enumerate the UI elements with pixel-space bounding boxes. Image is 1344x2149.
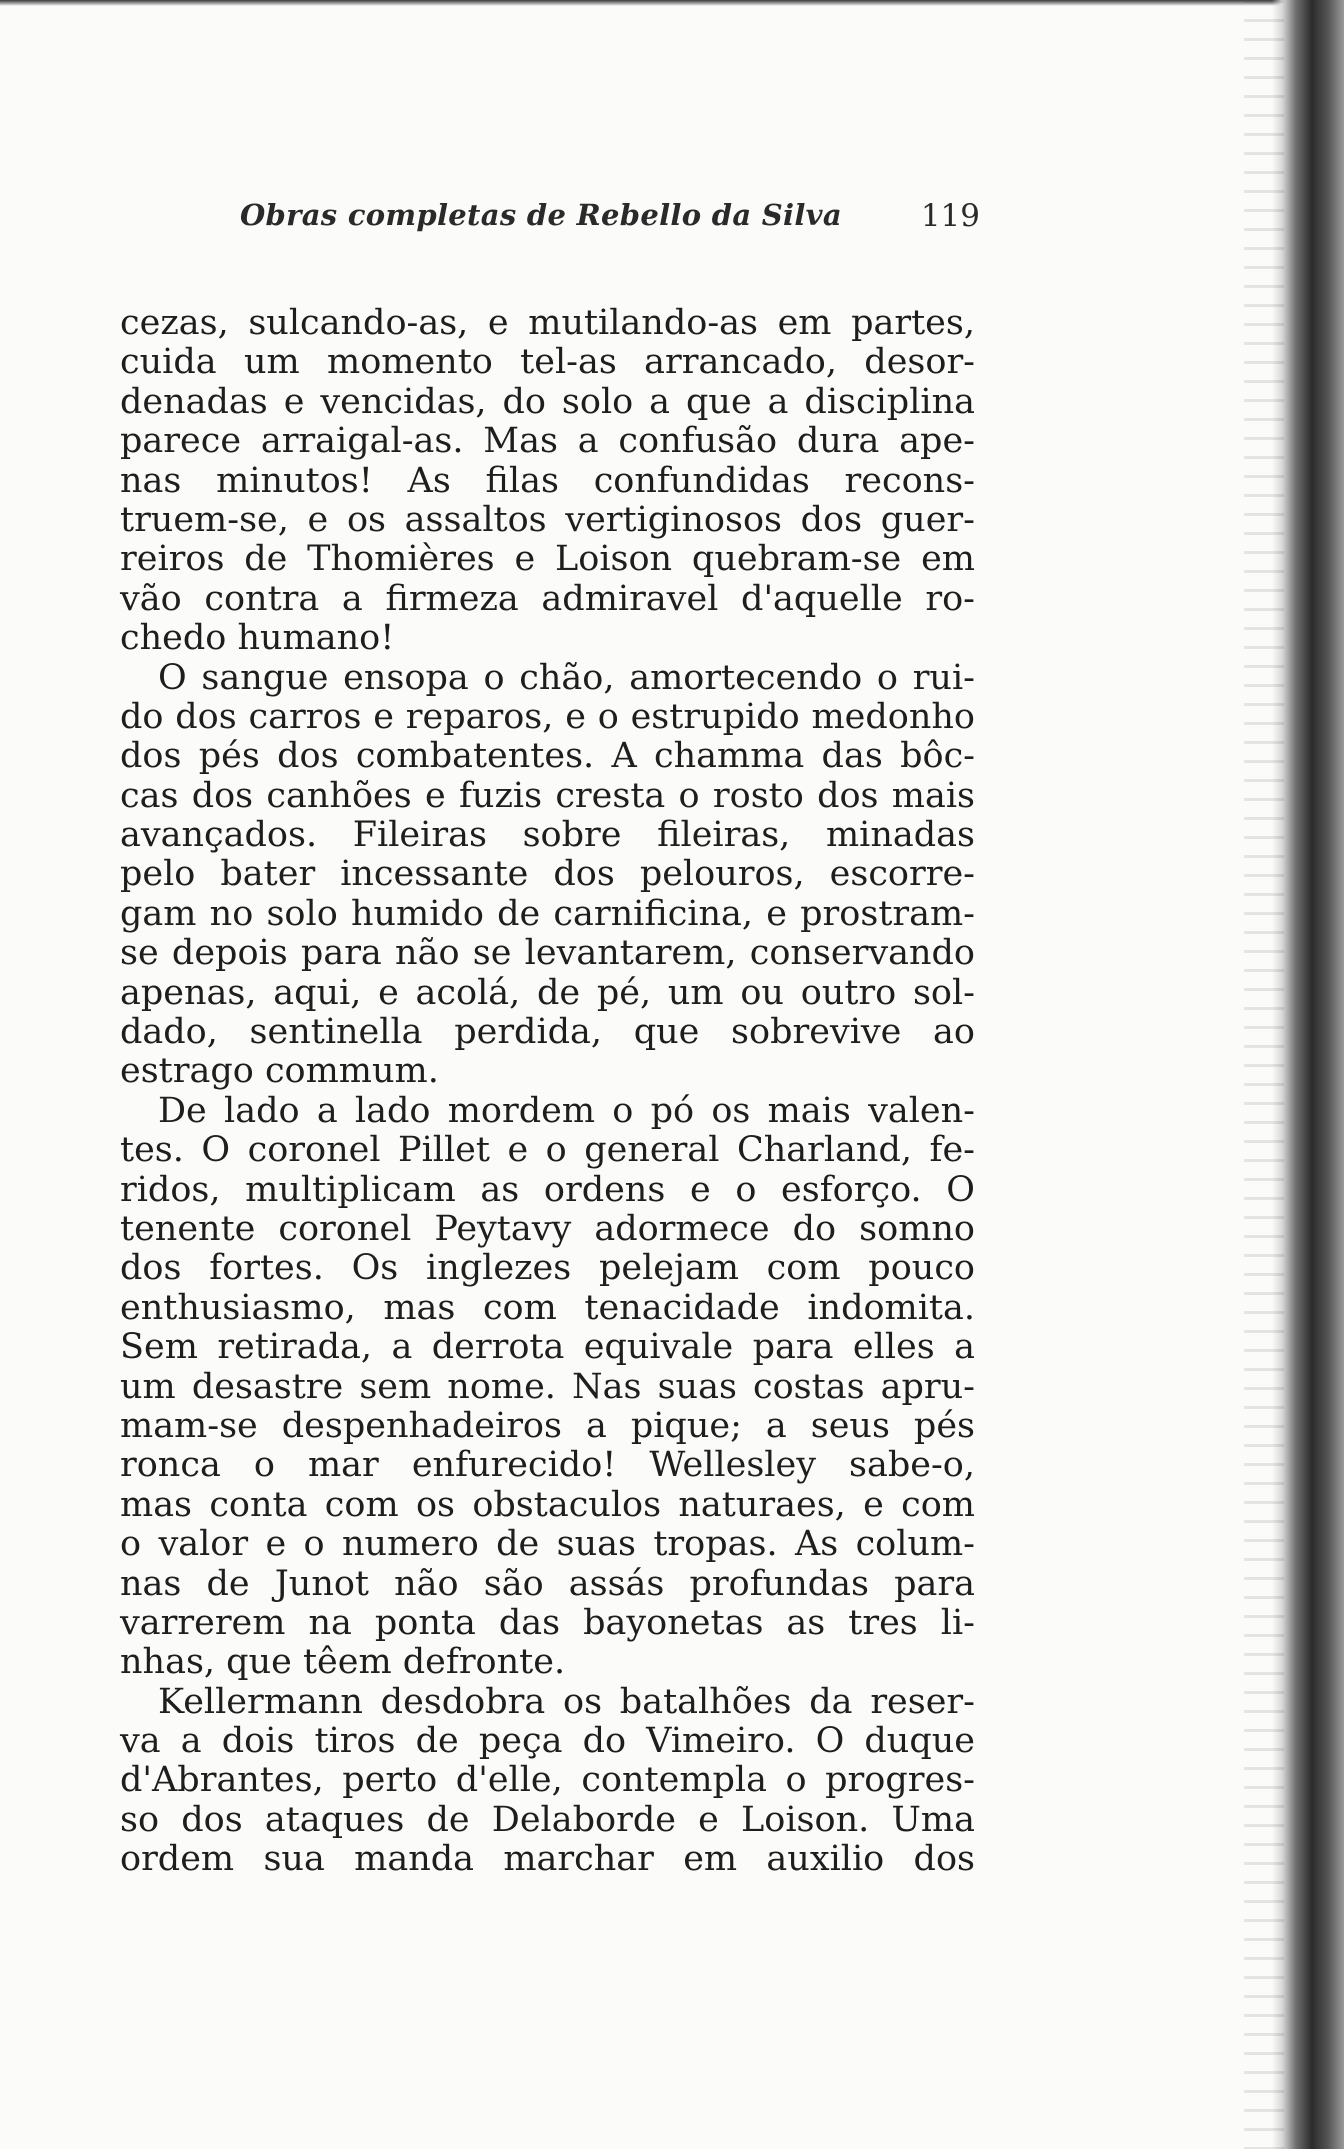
- text-line: se depois para não se levantarem, conservando: [120, 933, 975, 974]
- text-line: reiros de Thomières e Loison quebram-se em: [120, 539, 975, 580]
- text-line: gam no solo humido de carnificina, e prostram-: [120, 893, 975, 934]
- text-line: va a dois tiros de peça do Vimeiro. O duque: [120, 1721, 975, 1762]
- text-line: dos fortes. Os inglezes pelejam com pouco: [120, 1248, 975, 1289]
- text-line: nas de Junot não são assás profundas para: [120, 1563, 975, 1604]
- text-line: tenente coronel Peytavy adormece do somno: [120, 1208, 975, 1249]
- body-text: [120, 304, 975, 1880]
- running-header: [240, 198, 980, 248]
- text-line: ronca o mar enfurecido! Wellesley sabe-o,: [120, 1445, 975, 1486]
- text-line: cas dos canhões e fuzis cresta o rosto dos mais: [120, 775, 975, 816]
- text-line: Sem retirada, a derrota equivale para elles a: [120, 1327, 975, 1368]
- text-line: ordem sua manda marchar em auxilio dos: [120, 1839, 975, 1880]
- text-line: Kellermann desdobra os batalhões da reser-: [158, 1681, 975, 1722]
- text-line: d'Abrantes, perto d'elle, contempla o progres-: [120, 1760, 975, 1801]
- text-line: chedo humano!: [120, 618, 395, 659]
- text-line: O sangue ensopa o chão, amortecendo o rui-: [158, 657, 975, 698]
- scan-top-edge: [0, 0, 1290, 6]
- scan-edge-texture: [1244, 0, 1284, 2149]
- text-line: nas minutos! As filas confundidas recons-: [120, 460, 975, 501]
- text-line: varrerem na ponta das bayonetas as tres li-: [120, 1602, 975, 1643]
- text-line: ridos, multiplicam as ordens e o esforço. O: [120, 1169, 975, 1210]
- text-line: nhas, que têem defronte.: [120, 1642, 566, 1683]
- running-header-title: Obras completas de Rebello da Silva: [240, 198, 842, 232]
- text-line: tes. O coronel Pillet e o general Charland, fe-: [120, 1130, 975, 1171]
- text-line: cuida um momento tel-as arrancado, desor-: [120, 342, 975, 383]
- text-line: o valor e o numero de suas tropas. As colum-: [120, 1524, 975, 1565]
- text-line: estrago commum.: [120, 1051, 439, 1092]
- text-line: mam-se despenhadeiros a pique; a seus pés: [120, 1405, 975, 1446]
- text-line: dado, sentinella perdida, que sobrevive ao: [120, 1012, 975, 1053]
- text-line: do dos carros e reparos, e o estrupido medonho: [120, 696, 975, 737]
- page-number: 119: [920, 198, 980, 234]
- text-line: denadas e vencidas, do solo a que a disciplina: [120, 381, 975, 422]
- text-line: enthusiasmo, mas com tenacidade indomita.: [120, 1287, 975, 1328]
- text-line: mas conta com os obstaculos naturaes, e com: [120, 1484, 975, 1525]
- text-line: um desastre sem nome. Nas suas costas apru-: [120, 1366, 975, 1407]
- text-line: parece arraigal-as. Mas a confusão dura ape-: [120, 421, 975, 462]
- text-line: truem-se, e os assaltos vertiginosos dos guer-: [120, 499, 975, 540]
- text-line: cezas, sulcando-as, e mutilando-as em partes,: [120, 303, 975, 343]
- text-line: De lado a lado mordem o pó os mais valen-: [158, 1090, 975, 1131]
- text-line: apenas, aqui, e acolá, de pé, um ou outro sol-: [120, 972, 975, 1013]
- text-line: vão contra a firmeza admiravel d'aquelle ro-: [120, 578, 975, 619]
- text-line: so dos ataques de Delaborde e Loison. Uma: [120, 1799, 975, 1840]
- text-line: avançados. Fileiras sobre fileiras, minadas: [120, 815, 975, 856]
- text-line: pelo bater incessante dos pelouros, escorre-: [120, 854, 975, 895]
- text-line: dos pés dos combatentes. A chamma das bôc-: [120, 736, 975, 777]
